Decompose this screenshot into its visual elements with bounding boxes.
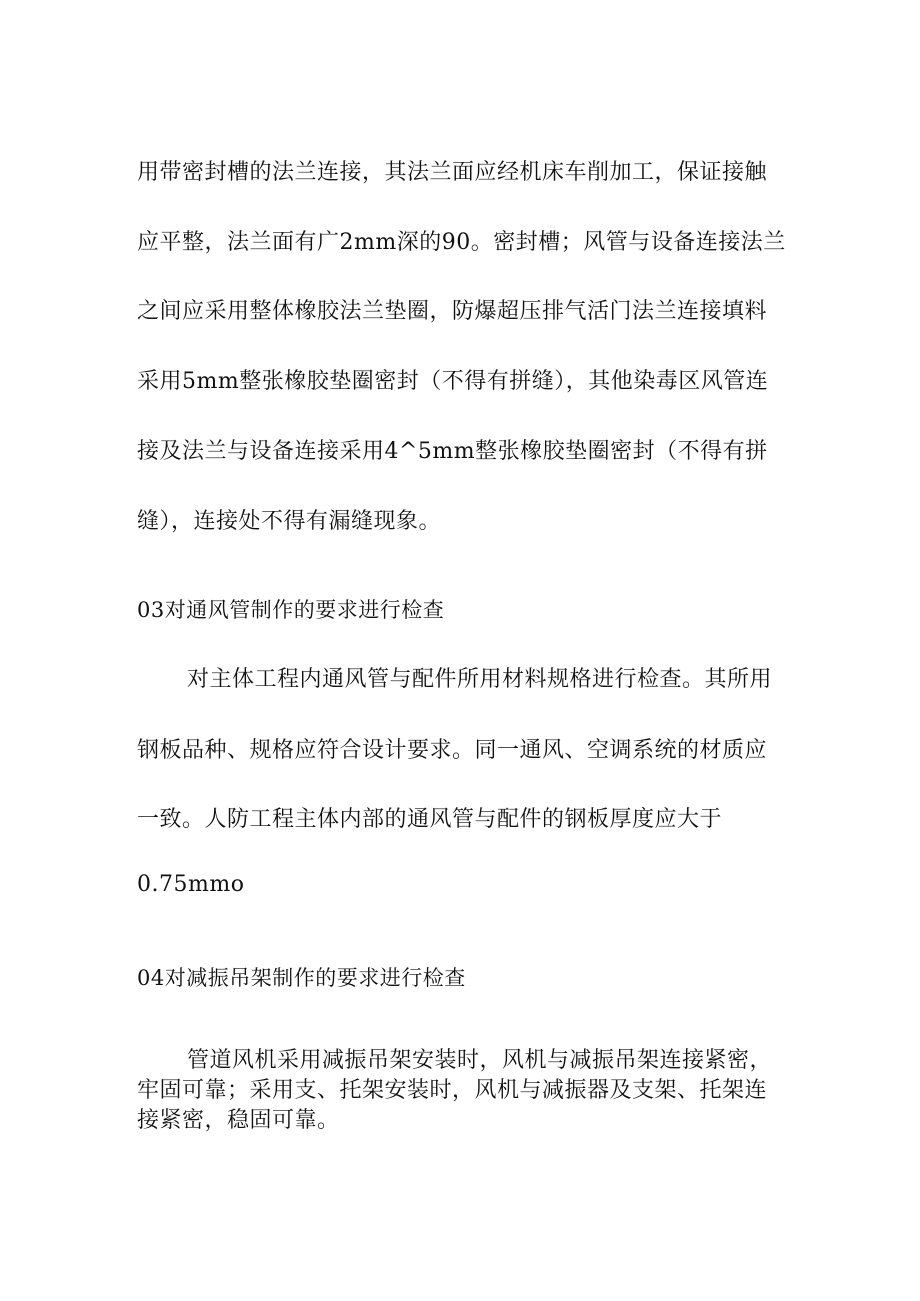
paragraph-line: 一致。人防工程主体内部的通风管与配件的钢板厚度应大于 <box>137 807 723 832</box>
paragraph-line: 牢固可靠；采用支、托架安装时，风机与减振器及支架、托架连 <box>137 1078 768 1103</box>
section-03-heading: 03对通风管制作的要求进行检查 <box>137 598 445 622</box>
paragraph-line: 采用5mm整张橡胶垫圈密封（不得有拼缝），其他染毒区风管连 <box>137 369 769 394</box>
paragraph-line: 钢板品种、规格应符合设计要求。同一通风、空调系统的材质应 <box>137 738 768 763</box>
paragraph-line: 用带密封槽的法兰连接，其法兰面应经机床车削加工，保证接触 <box>137 160 768 185</box>
section-04-heading: 04对减振吊架制作的要求进行检查 <box>137 966 466 990</box>
paragraph-line: 之间应采用整体橡胶法兰垫圈，防爆超压排气活门法兰连接填料 <box>137 299 768 324</box>
paragraph-line: 接紧密，稳固可靠。 <box>137 1108 340 1133</box>
paragraph-line: 缝），连接处不得有漏缝现象。 <box>137 509 442 534</box>
paragraph-line: 接及法兰与设备连接采用4^5mm整张橡胶垫圈密封（不得有拼 <box>137 439 768 464</box>
paragraph-line: 管道风机采用减振吊架安装时，风机与减振吊架连接紧密， <box>187 1048 773 1073</box>
paragraph-line: 应平整，法兰面有广2mm深的90。密封槽；风管与设备连接法兰 <box>137 230 786 255</box>
paragraph-line: 对主体工程内通风管与配件所用材料规格进行检查。其所用 <box>187 667 773 692</box>
paragraph-line: 0.75mmo <box>137 872 245 897</box>
